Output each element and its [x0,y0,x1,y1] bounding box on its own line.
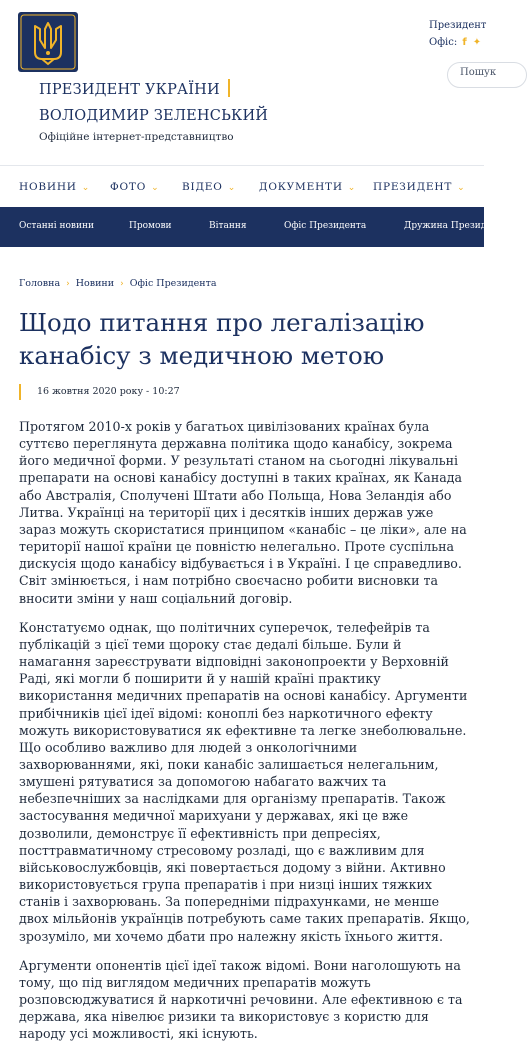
nav-item-news[interactable] [19,181,90,193]
chevron-down-icon: ⌄ [81,183,91,193]
nav-item-label: ВІДЕО [182,181,223,193]
site-subtitle: Офіційне інтернет-представництво [39,131,234,143]
title-separator [228,79,230,97]
top-right-info [429,17,486,51]
breadcrumb-home[interactable]: Головна [19,278,61,289]
article-paragraph: Протягом 2010-х років у багатьох цивілізованих країнах була суттєво переглянута державна політика щодо канабісу, зокрема його медичної форми. У результаті станом на сьогодні лікувальні препарати на основі канабісу доступні в таких країнах, як Канада або Австралія, Сполучені Штати або Польща, Нова Зеландія або Литва. Українці на території цих і десятків інших держав уже зараз можуть скористатися принципом «канабіс – це ліки», але на території нашої країни це повністю нелегально. Проте суспільна дискусія щодо канабісу відбувається і в Україні. І це справедливо. Світ змінюється, і нам потрібно своєчасно робити висновки та вносити зміни у наш соціальний договір. [19,419,467,606]
main-nav [0,165,484,207]
sub-nav [0,207,508,247]
trident-logo[interactable] [18,12,78,72]
article-paragraph: Аргументи опонентів цієї ідеї також відомі. Вони наголошують на тому, що під виглядом медичних препаратів можуть розповсюджуватися й наркотичні речовини. Але ефективною є та держава, яка нівелює ризики та використовує з користю для народу усі можливості, які існують. [19,957,463,1042]
subnav-item-latest-news[interactable]: Останні новини [19,221,94,231]
article-body [19,418,471,1054]
chevron-down-icon: ⌄ [457,183,466,193]
office-label: Офіс: [429,37,458,48]
subnav-item-office[interactable]: Офіс Президента [284,221,367,231]
breadcrumb [19,278,217,289]
trident-icon [18,12,78,72]
nav-item-label: ФОТО [110,181,147,193]
site-header [0,0,497,168]
subnav-item-first-lady[interactable]: Дружина Президента [404,221,508,231]
subnav-item-speeches[interactable]: Промови [129,221,172,231]
nav-item-label: НОВИНИ [19,181,77,193]
nav-item-label: ДОКУМЕНТИ [259,181,343,193]
site-title-part1: ПРЕЗИДЕНТ УКРАЇНИ [39,82,220,98]
page-title: Щодо питання про легалізацію канабісу з медичною метою [19,308,425,370]
breadcrumb-news[interactable]: Новини [75,278,115,289]
twitter-icon[interactable]: ✦ [472,37,482,48]
facebook-icon[interactable]: f [462,37,467,48]
article-paragraph: Констатуємо однак, що політичних суперечок, телефейрів та публікацій з цієї теми щороку стає дедалі більше. Були й намагання зареєструвати відповідні законопроекти у Верховній Раді, які могли б поширити й у нашій країні практику використання медичних препаратів на основі канабісу. Аргументи прибічників цієї ідеї відомі: коноплі без наркотичного ефекту можуть використовуватися як ефективне та легке знеболювальне. Що особливо важливо для людей з онкологічними захворюваннями, які, поки канабіс залишається нелегальним, змушені рятуватися за допомогою набагато важчих та небезпечніших за наслідками для організму препаратів. Також застосування медичної марихуани у державах, які це вже дозволили, демонструє її ефективність при депресіях, посттравматичному стресовому розладі, що є важливим для військовослужбовців, які повертається додому з війни. Активно використовується група препаратів і при низці інших тяжких станів і захворювань. За попередніми підрахунками, не менше двох мільйонів українців потребують саме таких препаратів. Якщо, зрозуміло, ми хочемо дбати про належну якість їхнього життя. [19,619,470,944]
nav-item-documents[interactable] [259,181,356,193]
breadcrumb-office[interactable]: Офіс Президента [129,278,217,289]
site-title[interactable] [39,77,339,129]
chevron-right-icon: › [120,279,124,289]
site-title-part2: ВОЛОДИМИР ЗЕЛЕНСЬКИЙ [39,108,269,124]
chevron-down-icon: ⌄ [347,183,357,193]
president-label: Президент [429,20,487,31]
chevron-down-icon: ⌄ [151,183,160,193]
chevron-down-icon: ⌄ [227,183,237,193]
chevron-right-icon: › [66,279,70,289]
nav-item-photo[interactable] [110,181,159,193]
search-input[interactable]: Пошук [447,62,527,88]
nav-item-video[interactable] [182,181,236,193]
nav-item-president[interactable] [373,181,466,193]
article-date: 16 жовтня 2020 року - 10:27 [19,384,180,400]
nav-item-label: ПРЕЗИДЕНТ [373,181,453,193]
subnav-item-greetings[interactable]: Вітання [209,221,247,231]
